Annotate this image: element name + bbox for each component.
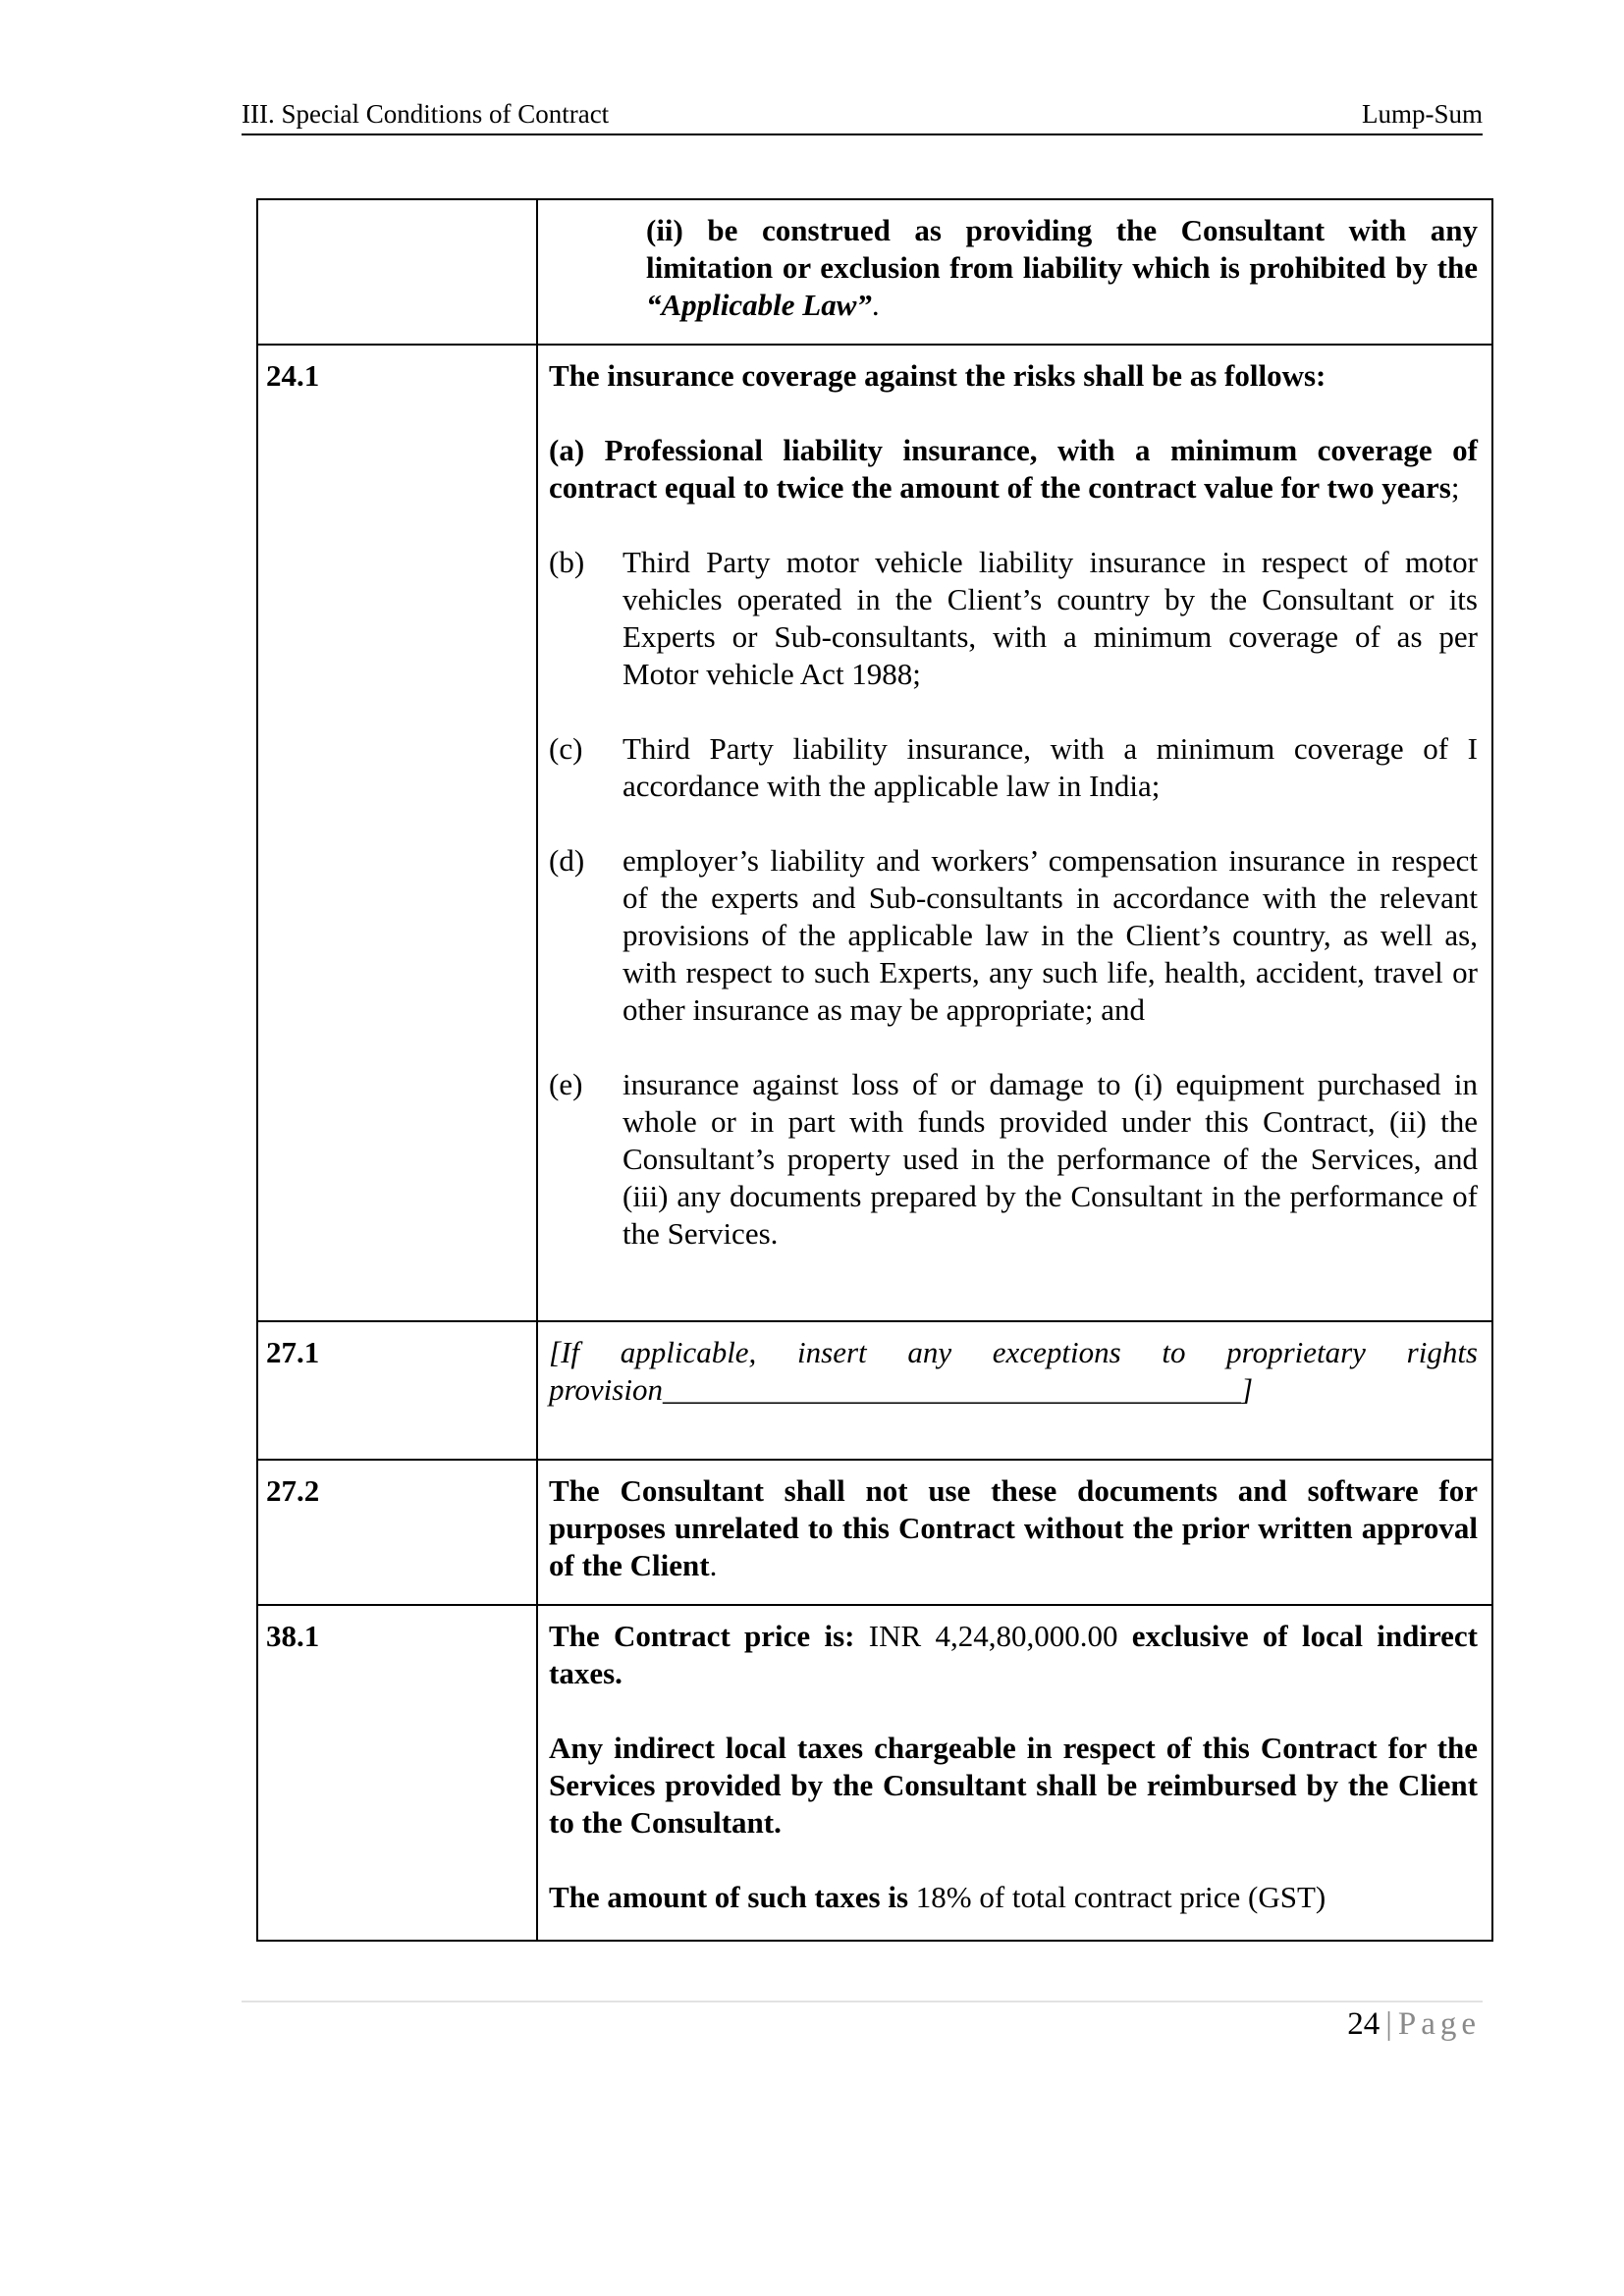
- table-row: [257, 199, 1492, 345]
- insurance-item-b: [549, 544, 1478, 693]
- clause-number-cell: 38.1: [257, 1605, 537, 1941]
- insurance-item-a: (a) Professional liability insurance, with a minimum coverage of contract equal to twice the amount of the contract value for two years;: [549, 433, 1478, 505]
- table-row: [257, 1605, 1492, 1941]
- clause-number-cell: 27.1: [257, 1321, 537, 1460]
- tax-amount: The amount of such taxes is 18% of total contract price (GST): [549, 1880, 1326, 1914]
- proprietary-rights-placeholder: [If applicable, insert any exceptions to proprietary rights provision______________________________________]: [549, 1335, 1478, 1407]
- table-row: [257, 1460, 1492, 1605]
- clause-text-cell: [537, 1321, 1492, 1460]
- insurance-intro: The insurance coverage against the risks shall be as follows:: [549, 358, 1326, 393]
- clause-number-cell: 24.1: [257, 345, 537, 1321]
- item-label: (e): [549, 1067, 583, 1101]
- software-use-restriction: The Consultant shall not use these documents and software for purposes unrelated to this Contract without the prior written approval of the Client.: [549, 1473, 1478, 1582]
- page-footer: [1347, 2006, 1481, 2043]
- header-rule: [242, 133, 1483, 135]
- page-word: Page: [1397, 2006, 1481, 2042]
- running-header-contract-type: Lump-Sum: [1361, 99, 1483, 129]
- clause-number-cell: 27.2: [257, 1460, 537, 1605]
- item-text: Third Party motor vehicle liability insurance in respect of motor vehicles operated in the Client’s country by the Consultant or its Experts or Sub-consultants, with a minimum coverage of as per Motor vehicle Act 1988;: [623, 545, 1478, 691]
- item-label: (c): [549, 731, 583, 766]
- clause-number-cell: [257, 199, 537, 345]
- item-text: employer’s liability and workers’ compensation insurance in respect of the experts and Sub-consultants in accordance with the relevant provisions of the applicable law in the Client’s country, as well as, with respect to such Experts, any such life, health, accident, travel or other insurance as may be appropriate; and: [623, 843, 1478, 1027]
- insurance-item-c: [549, 730, 1478, 805]
- clause-text-cell: [537, 199, 1492, 345]
- item-text: insurance against loss of or damage to (i) equipment purchased in whole or in part with funds provided under this Contract, (ii) the Consultant’s property used in the performance of the Services, and (iii) any documents prepared by the Consultant in the performance of the Services.: [623, 1067, 1478, 1251]
- running-header-title: III. Special Conditions of Contract: [242, 99, 610, 129]
- item-label: (d): [549, 843, 585, 878]
- table-row: [257, 345, 1492, 1321]
- footer-separator: |: [1385, 2006, 1392, 2042]
- item-text: Third Party liability insurance, with a minimum coverage of I accordance with the applicable law in India;: [623, 731, 1478, 803]
- insurance-item-d: [549, 842, 1478, 1029]
- footer-rule: [242, 2001, 1483, 2002]
- table-row: [257, 1321, 1492, 1460]
- subclause-ii-text: (ii) be construed as providing the Consultant with any limitation or exclusion from liability which is prohibited by the “Applicable Law”.: [646, 213, 1478, 322]
- item-label: (b): [549, 545, 585, 579]
- insurance-item-e: [549, 1066, 1478, 1253]
- clause-text-cell: [537, 1605, 1492, 1941]
- special-conditions-table: [256, 198, 1493, 1942]
- contract-price: The Contract price is: INR 4,24,80,000.00 exclusive of local indirect taxes.: [549, 1619, 1479, 1690]
- page-number: 24: [1347, 2006, 1380, 2042]
- clause-text-cell: [537, 1460, 1492, 1605]
- indirect-taxes-statement: Any indirect local taxes chargeable in respect of this Contract for the Services provided by the Consultant shall be reimbursed by the Client to the Consultant.: [549, 1731, 1478, 1840]
- clause-text-cell: [537, 345, 1492, 1321]
